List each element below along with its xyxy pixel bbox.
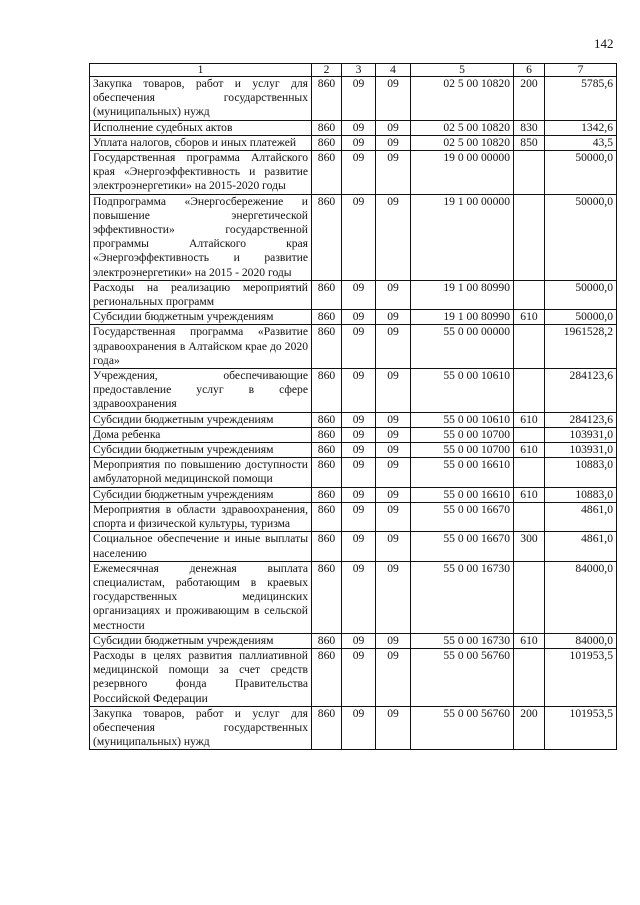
cell-sum: 4861,0 — [545, 532, 617, 561]
column-header-vr: 6 — [514, 64, 545, 77]
cell-pr: 09 — [376, 369, 411, 413]
table-row — [90, 648, 617, 706]
cell-pr: 09 — [376, 561, 411, 633]
table-row — [90, 706, 617, 750]
cell-ved: 860 — [312, 194, 342, 280]
cell-csr: 02 5 00 10820 — [411, 77, 514, 121]
cell-csr: 55 0 00 16730 — [411, 561, 514, 633]
cell-ved: 860 — [312, 369, 342, 413]
cell-ved: 860 — [312, 135, 342, 150]
cell-vr: 200 — [514, 77, 545, 121]
cell-vr: 200 — [514, 706, 545, 750]
cell-vr — [514, 151, 545, 195]
cell-csr: 55 0 00 10610 — [411, 369, 514, 413]
cell-name: Ежемесячная денежная выплата специалистам, работающим в краевых государственных медицинских организациях и проживающим в сельской местности — [90, 561, 312, 633]
cell-sum: 101953,5 — [545, 706, 617, 750]
cell-rz: 09 — [342, 427, 376, 442]
table-row — [90, 325, 617, 369]
cell-pr: 09 — [376, 280, 411, 309]
cell-rz: 09 — [342, 194, 376, 280]
cell-name: Исполнение судебных актов — [90, 120, 312, 135]
table-row — [90, 561, 617, 633]
cell-vr — [514, 561, 545, 633]
cell-pr: 09 — [376, 77, 411, 121]
cell-vr: 610 — [514, 412, 545, 427]
cell-sum: 84000,0 — [545, 561, 617, 633]
cell-rz: 09 — [342, 458, 376, 487]
cell-sum: 5785,6 — [545, 77, 617, 121]
cell-vr — [514, 369, 545, 413]
table-row — [90, 487, 617, 502]
cell-csr: 55 0 00 00000 — [411, 325, 514, 369]
table-row — [90, 412, 617, 427]
table-row — [90, 194, 617, 280]
cell-name: Субсидии бюджетным учреждениям — [90, 412, 312, 427]
table-row — [90, 151, 617, 195]
cell-vr: 850 — [514, 135, 545, 150]
cell-name: Субсидии бюджетным учреждениям — [90, 487, 312, 502]
cell-sum: 284123,6 — [545, 412, 617, 427]
cell-rz: 09 — [342, 487, 376, 502]
cell-sum: 50000,0 — [545, 151, 617, 195]
column-header-rz: 3 — [342, 64, 376, 77]
cell-csr: 55 0 00 56760 — [411, 706, 514, 750]
column-header-ved: 2 — [312, 64, 342, 77]
cell-name: Закупка товаров, работ и услуг для обеспечения государственных (муниципальных) нужд — [90, 77, 312, 121]
cell-sum: 103931,0 — [545, 443, 617, 458]
table-row — [90, 633, 617, 648]
cell-pr: 09 — [376, 633, 411, 648]
cell-pr: 09 — [376, 427, 411, 442]
cell-pr: 09 — [376, 458, 411, 487]
cell-ved: 860 — [312, 706, 342, 750]
cell-vr — [514, 325, 545, 369]
cell-csr: 55 0 00 10700 — [411, 427, 514, 442]
cell-ved: 860 — [312, 151, 342, 195]
cell-rz: 09 — [342, 443, 376, 458]
cell-vr — [514, 427, 545, 442]
cell-vr: 830 — [514, 120, 545, 135]
cell-sum: 84000,0 — [545, 633, 617, 648]
cell-pr: 09 — [376, 310, 411, 325]
cell-name: Мероприятия по повышению доступности амбулаторной медицинской помощи — [90, 458, 312, 487]
cell-pr: 09 — [376, 648, 411, 706]
table-row — [90, 458, 617, 487]
cell-ved: 860 — [312, 325, 342, 369]
cell-vr — [514, 280, 545, 309]
cell-vr: 610 — [514, 310, 545, 325]
cell-rz: 09 — [342, 325, 376, 369]
cell-vr — [514, 648, 545, 706]
cell-sum: 284123,6 — [545, 369, 617, 413]
cell-rz: 09 — [342, 151, 376, 195]
cell-csr: 19 1 00 00000 — [411, 194, 514, 280]
table-row — [90, 532, 617, 561]
cell-sum: 10883,0 — [545, 487, 617, 502]
table-row — [90, 77, 617, 121]
cell-sum: 1961528,2 — [545, 325, 617, 369]
cell-rz: 09 — [342, 120, 376, 135]
cell-vr: 610 — [514, 633, 545, 648]
cell-rz: 09 — [342, 633, 376, 648]
cell-csr: 55 0 00 56760 — [411, 648, 514, 706]
cell-csr: 19 0 00 00000 — [411, 151, 514, 195]
cell-rz: 09 — [342, 532, 376, 561]
cell-pr: 09 — [376, 412, 411, 427]
cell-name: Субсидии бюджетным учреждениям — [90, 310, 312, 325]
cell-name: Государственная программа Алтайского края «Энергоэффективность и развитие электроэнергетики» на 2015-2020 годы — [90, 151, 312, 195]
cell-pr: 09 — [376, 532, 411, 561]
cell-vr: 610 — [514, 443, 545, 458]
cell-pr: 09 — [376, 502, 411, 531]
cell-sum: 4861,0 — [545, 502, 617, 531]
cell-ved: 860 — [312, 502, 342, 531]
cell-rz: 09 — [342, 310, 376, 325]
cell-pr: 09 — [376, 120, 411, 135]
cell-name: Расходы в целях развития паллиативной медицинской помощи за счет средств резервного фонда Правительства Российской Федерации — [90, 648, 312, 706]
cell-ved: 860 — [312, 77, 342, 121]
page-number: 142 — [594, 36, 614, 51]
cell-vr: 300 — [514, 532, 545, 561]
cell-name: Расходы на реализацию мероприятий региональных программ — [90, 280, 312, 309]
cell-sum: 43,5 — [545, 135, 617, 150]
cell-sum: 1342,6 — [545, 120, 617, 135]
table-header-row — [90, 64, 617, 77]
cell-rz: 09 — [342, 648, 376, 706]
table-row — [90, 135, 617, 150]
cell-name: Государственная программа «Развитие здравоохранения в Алтайском крае до 2020 года» — [90, 325, 312, 369]
cell-ved: 860 — [312, 561, 342, 633]
cell-csr: 55 0 00 16670 — [411, 532, 514, 561]
cell-ved: 860 — [312, 648, 342, 706]
table-row — [90, 443, 617, 458]
cell-pr: 09 — [376, 194, 411, 280]
column-header-name: 1 — [90, 64, 312, 77]
cell-pr: 09 — [376, 487, 411, 502]
cell-csr: 55 0 00 16610 — [411, 487, 514, 502]
column-header-pr: 4 — [376, 64, 411, 77]
cell-csr: 55 0 00 16610 — [411, 458, 514, 487]
cell-vr: 610 — [514, 487, 545, 502]
cell-name: Субсидии бюджетным учреждениям — [90, 633, 312, 648]
cell-vr — [514, 458, 545, 487]
cell-pr: 09 — [376, 325, 411, 369]
cell-name: Субсидии бюджетным учреждениям — [90, 443, 312, 458]
budget-table — [89, 63, 617, 750]
table-row — [90, 310, 617, 325]
cell-ved: 860 — [312, 633, 342, 648]
cell-pr: 09 — [376, 151, 411, 195]
cell-csr: 02 5 00 10820 — [411, 120, 514, 135]
cell-csr: 55 0 00 10610 — [411, 412, 514, 427]
cell-sum: 50000,0 — [545, 310, 617, 325]
cell-name: Социальное обеспечение и иные выплаты населению — [90, 532, 312, 561]
cell-ved: 860 — [312, 532, 342, 561]
table-row — [90, 369, 617, 413]
cell-rz: 09 — [342, 369, 376, 413]
cell-name: Закупка товаров, работ и услуг для обеспечения государственных (муниципальных) нужд — [90, 706, 312, 750]
cell-rz: 09 — [342, 280, 376, 309]
table-row — [90, 280, 617, 309]
cell-csr: 02 5 00 10820 — [411, 135, 514, 150]
cell-ved: 860 — [312, 310, 342, 325]
cell-ved: 860 — [312, 487, 342, 502]
cell-name: Подпрограмма «Энергосбережение и повышение энергетической эффективности» государственной программы Алтайского края «Энергоэффективность и развитие электроэнергетики» на 2015 - 2020 годы — [90, 194, 312, 280]
cell-sum: 50000,0 — [545, 280, 617, 309]
column-header-csr: 5 — [411, 64, 514, 77]
cell-ved: 860 — [312, 443, 342, 458]
cell-rz: 09 — [342, 706, 376, 750]
cell-name: Дома ребенка — [90, 427, 312, 442]
cell-vr — [514, 194, 545, 280]
cell-csr: 55 0 00 16670 — [411, 502, 514, 531]
cell-rz: 09 — [342, 135, 376, 150]
cell-vr — [514, 502, 545, 531]
cell-rz: 09 — [342, 561, 376, 633]
table-row — [90, 502, 617, 531]
cell-pr: 09 — [376, 706, 411, 750]
table-row — [90, 120, 617, 135]
cell-csr: 55 0 00 10700 — [411, 443, 514, 458]
cell-csr: 55 0 00 16730 — [411, 633, 514, 648]
cell-name: Учреждения, обеспечивающие предоставление услуг в сфере здравоохранения — [90, 369, 312, 413]
cell-ved: 860 — [312, 120, 342, 135]
cell-ved: 860 — [312, 280, 342, 309]
cell-name: Уплата налогов, сборов и иных платежей — [90, 135, 312, 150]
cell-ved: 860 — [312, 412, 342, 427]
cell-sum: 101953,5 — [545, 648, 617, 706]
cell-name: Мероприятия в области здравоохранения, спорта и физической культуры, туризма — [90, 502, 312, 531]
cell-csr: 19 1 00 80990 — [411, 280, 514, 309]
cell-ved: 860 — [312, 427, 342, 442]
column-header-sum: 7 — [545, 64, 617, 77]
cell-sum: 10883,0 — [545, 458, 617, 487]
cell-sum: 50000,0 — [545, 194, 617, 280]
table-row — [90, 427, 617, 442]
cell-sum: 103931,0 — [545, 427, 617, 442]
cell-pr: 09 — [376, 443, 411, 458]
cell-rz: 09 — [342, 77, 376, 121]
cell-rz: 09 — [342, 412, 376, 427]
cell-rz: 09 — [342, 502, 376, 531]
cell-pr: 09 — [376, 135, 411, 150]
cell-csr: 19 1 00 80990 — [411, 310, 514, 325]
cell-ved: 860 — [312, 458, 342, 487]
table-body — [90, 77, 617, 750]
